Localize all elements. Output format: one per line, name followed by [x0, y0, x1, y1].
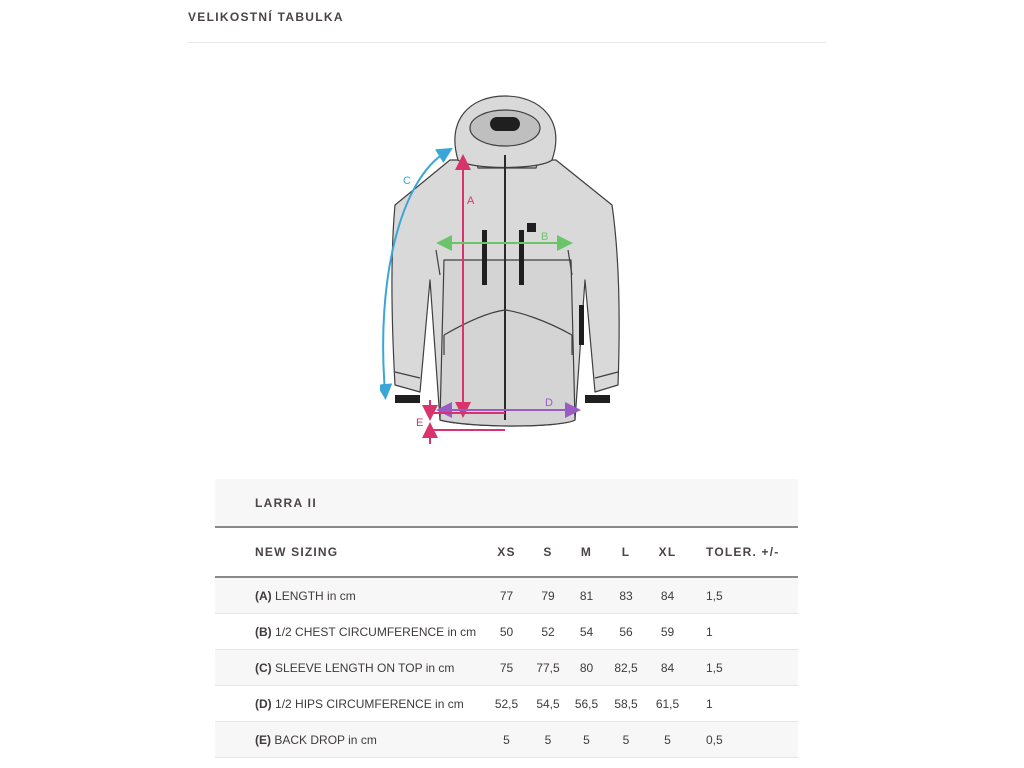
header-new-sizing: NEW SIZING: [215, 527, 485, 577]
cell-m: 5: [568, 722, 605, 758]
cell-tolerance: 1,5: [688, 650, 798, 686]
row-code: (A): [255, 588, 272, 603]
cell-m: 81: [568, 577, 605, 614]
header-size-xs: XS: [485, 527, 528, 577]
cell-l: 5: [605, 722, 647, 758]
jacket-illustration: [392, 96, 619, 426]
row-label: BACK DROP in cm: [274, 732, 377, 747]
section-title: VELIKOSTNÍ TABULKA: [188, 10, 344, 24]
label-b: B: [541, 231, 549, 243]
cell-xs: 77: [485, 577, 528, 614]
cell-xl: 59: [647, 614, 688, 650]
cell-m: 54: [568, 614, 605, 650]
cell-xs: 75: [485, 650, 528, 686]
cell-l: 56: [605, 614, 647, 650]
table-row: [215, 614, 798, 650]
cell-s: 77,5: [528, 650, 568, 686]
cell-tolerance: 1: [688, 614, 798, 650]
cell-l: 82,5: [605, 650, 647, 686]
cell-m: 56,5: [568, 686, 605, 722]
jacket-measurement-diagram: [380, 92, 635, 452]
row-label: 1/2 HIPS CIRCUMFERENCE in cm: [275, 696, 464, 711]
cell-s: 79: [528, 577, 568, 614]
row-label: LENGTH in cm: [275, 588, 356, 603]
product-name: LARRA II: [215, 479, 798, 527]
row-code: (D): [255, 696, 272, 711]
cell-tolerance: 1,5: [688, 577, 798, 614]
cell-xl: 5: [647, 722, 688, 758]
table-row: [215, 650, 798, 686]
cell-l: 58,5: [605, 686, 647, 722]
cell-xl: 61,5: [647, 686, 688, 722]
header-size-xl: XL: [647, 527, 688, 577]
cell-m: 80: [568, 650, 605, 686]
cell-tolerance: 0,5: [688, 722, 798, 758]
table-row: [215, 577, 798, 614]
cell-xl: 84: [647, 650, 688, 686]
label-c: C: [403, 175, 411, 187]
cell-xs: 5: [485, 722, 528, 758]
table-row: [215, 722, 798, 758]
cell-s: 5: [528, 722, 568, 758]
label-e: E: [416, 417, 424, 429]
size-table: [215, 479, 798, 758]
table-header-row: [215, 527, 798, 577]
row-label: 1/2 CHEST CIRCUMFERENCE in cm: [275, 624, 477, 639]
cell-s: 54,5: [528, 686, 568, 722]
table-product-row: [215, 479, 798, 527]
cell-s: 52: [528, 614, 568, 650]
label-d: D: [545, 397, 553, 409]
title-divider: [188, 42, 826, 43]
header-size-l: L: [605, 527, 647, 577]
label-a: A: [467, 195, 475, 207]
header-size-s: S: [528, 527, 568, 577]
table-row: [215, 686, 798, 722]
row-code: (C): [255, 660, 272, 675]
cell-xs: 50: [485, 614, 528, 650]
cell-tolerance: 1: [688, 686, 798, 722]
row-label: SLEEVE LENGTH ON TOP in cm: [275, 660, 455, 675]
header-size-m: M: [568, 527, 605, 577]
cell-xl: 84: [647, 577, 688, 614]
cell-xs: 52,5: [485, 686, 528, 722]
row-code: (B): [255, 624, 272, 639]
cell-l: 83: [605, 577, 647, 614]
row-code: (E): [255, 732, 271, 747]
header-tolerance: TOLER. +/-: [688, 527, 798, 577]
